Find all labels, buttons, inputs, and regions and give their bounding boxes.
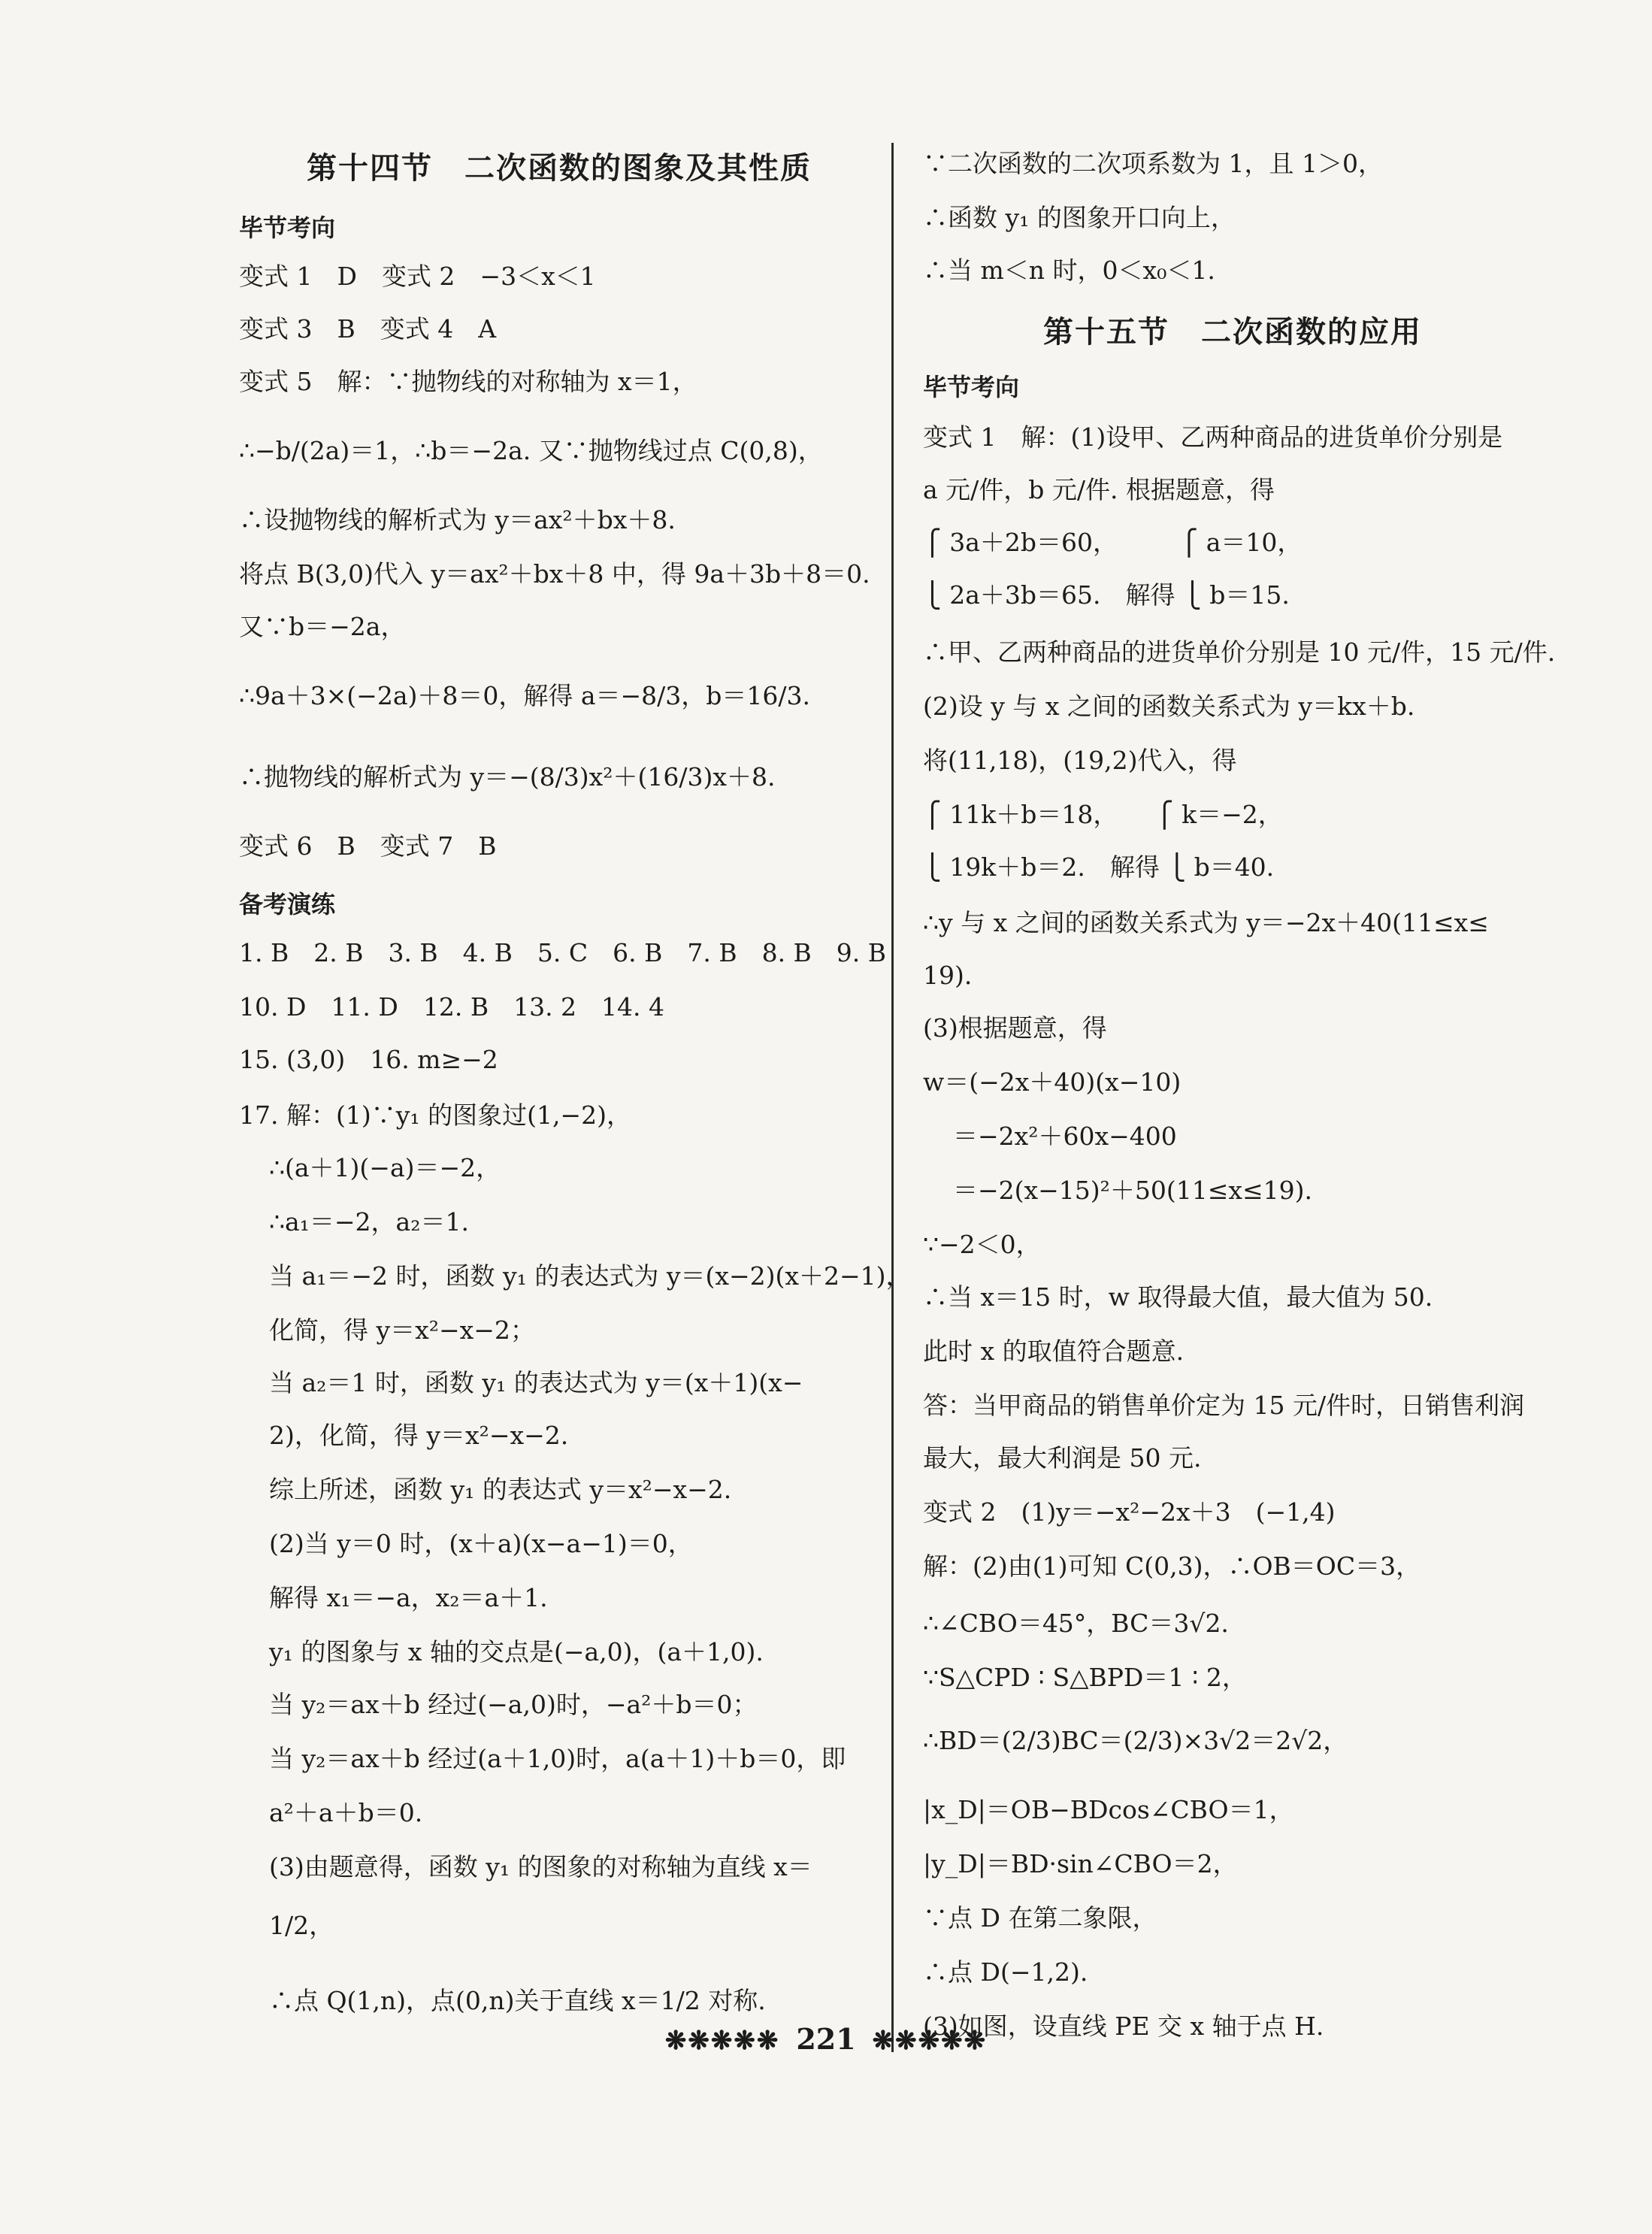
text-line: 15. (3,0) 16. m≥−2 bbox=[239, 1045, 498, 1074]
text-line: ∵−2＜0， bbox=[923, 1230, 1041, 1259]
text-line: ∴当 m＜n 时，0＜x₀＜1. bbox=[923, 256, 1215, 285]
text-line: 最大，最大利润是 50 元. bbox=[923, 1443, 1202, 1473]
text-line: a²＋a＋b＝0. bbox=[269, 1798, 423, 1827]
text-line: 当 y₂＝ax＋b 经过(−a,0)时，−a²＋b＝0； bbox=[269, 1690, 758, 1719]
text-line: 10. D 11. D 12. B 13. 2 14. 4 bbox=[239, 992, 665, 1022]
text-line: ⎧ 3a＋2b＝60， ⎧ a＝10， bbox=[923, 528, 1303, 557]
section-title: 第十四节 二次函数的图象及其性质 bbox=[307, 150, 812, 186]
text-line: |y_D|＝BD·sin∠CBO＝2， bbox=[923, 1849, 1238, 1878]
text-line: 将点 B(3,0)代入 y＝ax²＋bx＋8 中，得 9a＋3b＋8＝0. bbox=[239, 559, 870, 589]
text-line: ∵点 D 在第二象限， bbox=[923, 1903, 1157, 1933]
text-line: 又∵b＝−2a， bbox=[239, 612, 406, 641]
column-divider bbox=[891, 143, 894, 2052]
text-line: 当 y₂＝ax＋b 经过(a＋1,0)时，a(a＋1)＋b＝0，即 bbox=[269, 1744, 846, 1773]
text-line: ＝−2x²＋60x−400 bbox=[953, 1122, 1177, 1151]
text-line: ⎩ 2a＋3b＝65. 解得 ⎩ b＝15. bbox=[923, 580, 1290, 610]
text-line: 1. B 2. B 3. B 4. B 5. C 6. B 7. B 8. B 9. B bbox=[239, 938, 887, 967]
text-line: ∴y 与 x 之间的函数关系式为 y＝−2x＋40(11≤x≤ bbox=[923, 908, 1489, 937]
text-line: ＝−2(x−15)²＋50(11≤x≤19). bbox=[953, 1176, 1313, 1205]
text-line: ∵S△CPD ∶ S△BPD＝1 ∶ 2， bbox=[923, 1663, 1247, 1692]
ornament-right: ❋❋❋❋❋ bbox=[872, 2026, 988, 2056]
text-line: 2)，化简，得 y＝x²−x−2. bbox=[269, 1421, 569, 1450]
text-line: ∴设抛物线的解析式为 y＝ax²＋bx＋8. bbox=[239, 505, 676, 534]
text-line: 变式 6 B 变式 7 B bbox=[239, 831, 497, 861]
text-line: ∴甲、乙两种商品的进货单价分别是 10 元/件，15 元/件. bbox=[923, 637, 1556, 667]
text-line: 变式 3 B 变式 4 A bbox=[239, 314, 497, 344]
text-line: ∴(a＋1)(−a)＝−2， bbox=[269, 1153, 501, 1182]
text-line: 解得 x₁＝−a，x₂＝a＋1. bbox=[269, 1583, 548, 1612]
subheading: 备考演练 bbox=[239, 890, 336, 919]
page-footer bbox=[0, 2022, 1652, 2056]
text-line: y₁ 的图象与 x 轴的交点是(−a,0)，(a＋1,0). bbox=[269, 1637, 764, 1666]
text-line: (2)当 y＝0 时，(x＋a)(x−a−1)＝0， bbox=[269, 1529, 693, 1558]
text-line: ∴9a＋3×(−2a)＋8＝0，解得 a＝−8/3，b＝16/3. bbox=[239, 681, 811, 710]
text-line: ∵二次函数的二次项系数为 1，且 1＞0， bbox=[923, 149, 1383, 178]
text-line: 解：(2)由(1)可知 C(0,3)，∴OB＝OC＝3， bbox=[923, 1551, 1421, 1581]
text-line: 综上所述，函数 y₁ 的表达式 y＝x²−x−2. bbox=[269, 1475, 732, 1504]
text-line: ∴−b/(2a)＝1，∴b＝−2a. 又∵抛物线过点 C(0,8)， bbox=[239, 436, 823, 465]
text-line: (2)设 y 与 x 之间的函数关系式为 y＝kx＋b. bbox=[923, 692, 1415, 721]
text-line: ∴BD＝(2/3)BC＝(2/3)×3√2＝2√2， bbox=[923, 1726, 1348, 1755]
text-line: 变式 1 解：(1)设甲、乙两种商品的进货单价分别是 bbox=[923, 422, 1503, 452]
text-line: ∴函数 y₁ 的图象开口向上， bbox=[923, 203, 1236, 232]
text-line: 17. 解：(1)∵y₁ 的图象过(1,−2)， bbox=[239, 1100, 631, 1130]
text-line: ⎧ 11k＋b＝18， ⎧ k＝−2， bbox=[923, 800, 1283, 829]
text-line: 当 a₂＝1 时，函数 y₁ 的表达式为 y＝(x＋1)(x− bbox=[269, 1368, 803, 1397]
text-line: 变式 1 D 变式 2 −3＜x＜1 bbox=[239, 262, 596, 291]
text-line: ∴∠CBO＝45°，BC＝3√2. bbox=[923, 1609, 1229, 1638]
ornament-left: ❋❋❋❋❋ bbox=[664, 2026, 780, 2056]
text-line: 答：当甲商品的销售单价定为 15 元/件时，日销售利润 bbox=[923, 1391, 1525, 1420]
text-line: ∴当 x＝15 时，w 取得最大值，最大值为 50. bbox=[923, 1282, 1433, 1312]
text-line: (3)如图，设直线 PE 交 x 轴于点 H. bbox=[923, 2012, 1324, 2041]
text-line: 此时 x 的取值符合题意. bbox=[923, 1336, 1185, 1366]
text-line: (3)由题意得，函数 y₁ 的图象的对称轴为直线 x＝ bbox=[269, 1852, 812, 1881]
text-line: 变式 2 (1)y＝−x²−2x＋3 (−1,4) bbox=[923, 1497, 1336, 1527]
subheading: 毕节考向 bbox=[239, 213, 336, 242]
text-line: ∴抛物线的解析式为 y＝−(8/3)x²＋(16/3)x＋8. bbox=[239, 762, 776, 792]
text-line: |x_D|＝OB−BDcos∠CBO＝1， bbox=[923, 1795, 1294, 1824]
text-line: 当 a₁＝−2 时，函数 y₁ 的表达式为 y＝(x−2)(x＋2−1)， bbox=[269, 1261, 911, 1291]
text-line: 1/2， bbox=[269, 1911, 334, 1940]
text-line: 将(11,18)，(19,2)代入，得 bbox=[923, 746, 1237, 775]
subheading: 毕节考向 bbox=[923, 373, 1020, 401]
text-line: a 元/件，b 元/件. 根据题意，得 bbox=[923, 475, 1275, 504]
text-line: ⎩ 19k＋b＝2. 解得 ⎩ b＝40. bbox=[923, 852, 1275, 882]
page-number: 221 bbox=[796, 2022, 856, 2056]
text-line: ∴点 D(−1,2). bbox=[923, 1957, 1088, 1987]
text-line: 变式 5 解：∵抛物线的对称轴为 x＝1， bbox=[239, 367, 697, 396]
text-line: 19). bbox=[923, 961, 973, 990]
text-line: ∴a₁＝−2，a₂＝1. bbox=[269, 1207, 469, 1237]
section-title: 第十五节 二次函数的应用 bbox=[1043, 314, 1422, 350]
text-line: (3)根据题意，得 bbox=[923, 1013, 1107, 1043]
text-line: 化简，得 y＝x²−x−2； bbox=[269, 1315, 535, 1345]
text-line: w＝(−2x＋40)(x−10) bbox=[923, 1067, 1182, 1097]
text-line: ∴点 Q(1,n)，点(0,n)关于直线 x＝1/2 对称. bbox=[269, 1986, 766, 2015]
